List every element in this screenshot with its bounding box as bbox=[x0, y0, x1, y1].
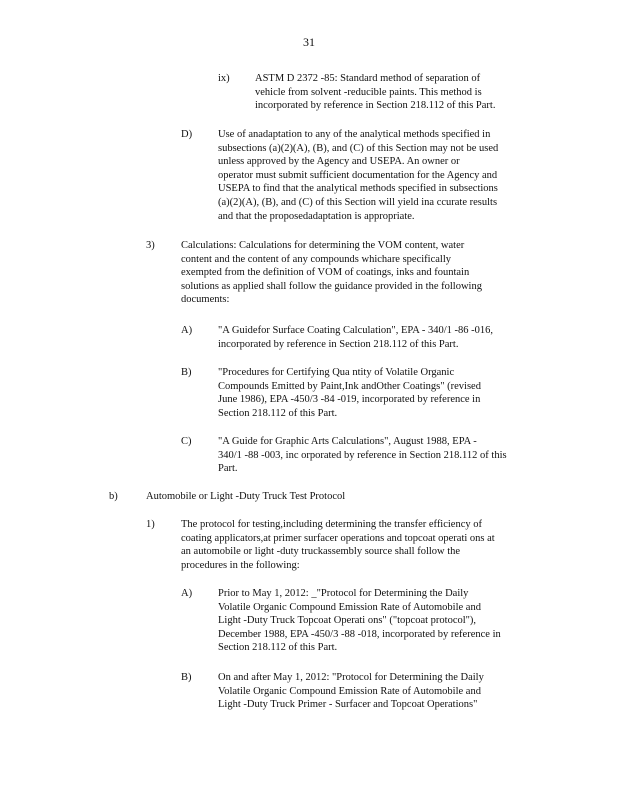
item-label: A) bbox=[181, 588, 193, 599]
item-line: Section 218.112 of this Part. bbox=[218, 642, 338, 654]
item-line: On and after May 1, 2012: "Protocol for Determining the Daily bbox=[218, 672, 484, 683]
item-line: (a)(2)(A), (B), and (C) of this Section will yield ina ccurate results bbox=[218, 197, 498, 208]
item-line: ASTM D 2372 -85: Standard method of separation of bbox=[255, 73, 481, 84]
item-line: Use of anadaptation to any of the analytical methods specified in bbox=[218, 129, 491, 140]
item-line: exempted from the definition of VOM of coatings, inks and fountain bbox=[181, 267, 470, 279]
item-line: "A Guidefor Surface Coating Calculation", EPA - 340/1 -86 -016, bbox=[218, 325, 494, 336]
item-line: Prior to May 1, 2012: _"Protocol for Determining the Daily bbox=[218, 588, 469, 599]
item-line: subsections (a)(2)(A), (B), and (C) of this Section may not be used bbox=[218, 142, 499, 154]
item-line: Light -Duty Truck Primer - Surfacer and Topcoat Operations" bbox=[218, 699, 478, 711]
item-line: Section 218.112 of this Part. bbox=[218, 407, 338, 419]
item-label: B) bbox=[181, 672, 192, 683]
item-line: 340/1 -88 -003, inc orporated by reference in Section 218.112 of this bbox=[218, 449, 507, 461]
item-label: B) bbox=[181, 367, 192, 378]
item-line: and that the proposedadaptation is appropriate. bbox=[218, 210, 415, 222]
item-line: unless approved by the Agency and USEPA. An owner or bbox=[218, 156, 460, 168]
item-line: Compounds Emitted by Paint,Ink andOther Coatings" (revised bbox=[218, 380, 481, 392]
item-line: vehicle from solvent -reducible paints. This method is bbox=[255, 86, 482, 98]
item-line: Volatile Organic Compound Emission Rate of Automobile and bbox=[218, 685, 481, 697]
item-line: The protocol for testing,including determining the transfer efficiency of bbox=[181, 519, 482, 530]
item-line: operator must submit sufficient documentation for the Agency and bbox=[218, 169, 498, 181]
item-line: content and the content of any compounds whichare specifically bbox=[181, 253, 451, 265]
item-line: USEPA to find that the analytical methods specified in subsections bbox=[218, 183, 498, 195]
item-line: documents: bbox=[181, 294, 230, 306]
item-label: ix) bbox=[218, 73, 230, 84]
item-line: incorporated by reference in Section 218.112 of this Part. bbox=[218, 338, 459, 350]
item-line: incorporated by reference in Section 218.112 of this Part. bbox=[255, 100, 496, 112]
item-line: Part. bbox=[218, 463, 238, 475]
item-label: C) bbox=[181, 436, 192, 447]
item-line: December 1988, EPA -450/3 -88 -018, incorporated by reference in bbox=[218, 628, 501, 640]
item-line: an automobile or light -duty truckassembly source shall follow the bbox=[181, 546, 461, 558]
page-number: 31 bbox=[303, 35, 315, 49]
item-line: Light -Duty Truck Topcoat Operati ons" ("topcoat protocol"), bbox=[218, 615, 477, 627]
item-line: Volatile Organic Compound Emission Rate of Automobile and bbox=[218, 601, 481, 613]
item-line: Automobile or Light -Duty Truck Test Protocol bbox=[146, 491, 346, 502]
item-label: 3) bbox=[146, 240, 155, 251]
item-line: solutions as applied shall follow the guidance provided in the following bbox=[181, 280, 482, 292]
item-line: coating applicators,at primer surfacer operations and topcoat operati ons at bbox=[181, 532, 495, 544]
item-label: b) bbox=[109, 491, 118, 502]
item-line: June 1986), EPA -450/3 -84 -019, incorporated by reference in bbox=[218, 394, 481, 406]
item-label: 1) bbox=[146, 519, 155, 530]
item-line: "A Guide for Graphic Arts Calculations", August 1988, EPA - bbox=[218, 436, 477, 447]
item-line: Calculations: Calculations for determining the VOM content, water bbox=[181, 240, 465, 251]
item-line: "Procedures for Certifying Qua ntity of Volatile Organic bbox=[218, 367, 455, 378]
item-label: D) bbox=[181, 129, 193, 140]
item-line: procedures in the following: bbox=[181, 559, 300, 571]
item-label: A) bbox=[181, 325, 193, 336]
